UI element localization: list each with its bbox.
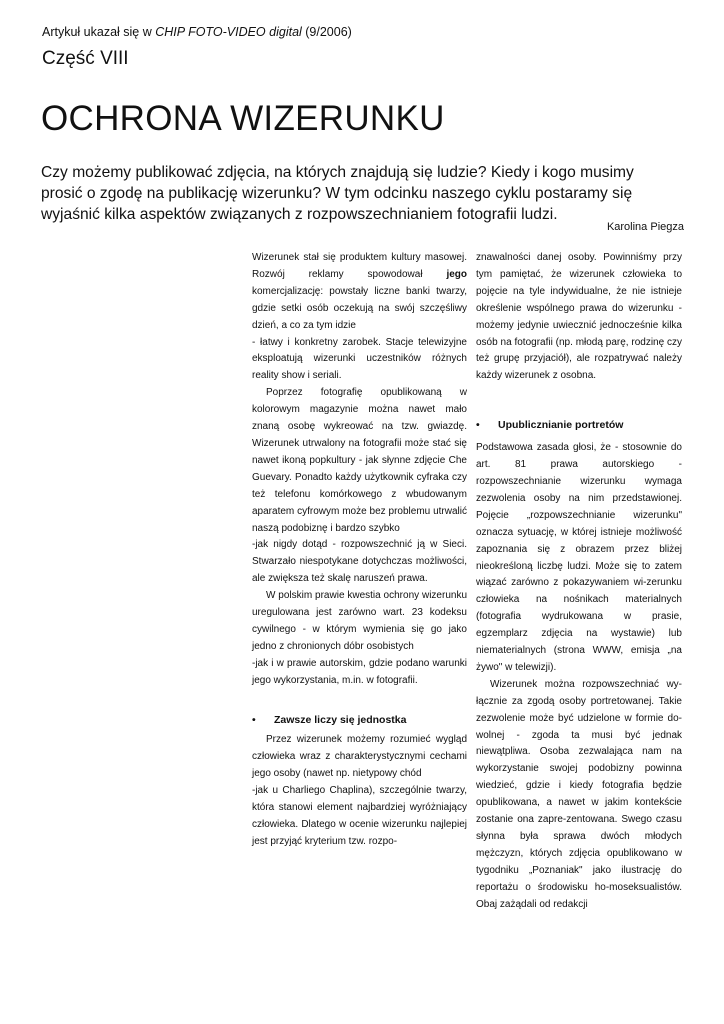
paragraph: -jak nigdy dotąd - rozpowszechnić ją w Sieci. Stwarzało niespotykane dotychczas możliwości, ale zwiększa też skalę naruszeń prawa. <box>252 539 467 585</box>
bullet-icon: • <box>476 419 480 432</box>
source-line <box>42 25 352 39</box>
paragraph: znawalności danej osoby. Powinniśmy przy tym pamiętać, że wizerunek człowieka to pojęcie na tyle indywidualne, że nie istnieje określenie wspólnego prawa do wizerunku - możemy jedynie uwiecznić jednocześnie kilka osób na fotografii (np. młodą parę, rodzinę czy też grupę przyjaciół), ale rozpatrywać należy każdy wizerunek z osobna. <box>476 252 682 382</box>
paragraph: Podstawowa zasada głosi, że - stosownie do art. 81 prawa autorskiego - rozpowszechnianie wizerunku wymaga zezwolenia osoby na nim przedstawionej. Pojęcie „rozpowszechnianie wizerunku" oznacza sytuację, w której istnieje możliwość zapoznania się z obrazem przez bliżej nieokreśloną liczbę ludzi. Może się to zatem wiązać zarówno z pokazywaniem wi-zerunku człowieka na nośnikach materialnych (fotografia wydrukowana w prasie, egzemplarz zdjęcia na wystawie) lub niematerialnych (strona WWW, emisja „na żywo" w telewizji). <box>476 442 682 673</box>
paragraph: - łatwy i konkretny zarobek. Stacje telewizyjne eksploatują wizerunki uczestników różnych reality show i seriali. <box>252 336 467 382</box>
paragraph-bold-text: jego <box>446 268 467 280</box>
paragraph: Wizerunek można rozpowszechniać wy-łącznie za zgodą osoby portretowanej. Takie zezwolenie może być udzielone w formie do-wolnej - zgoda ta musi być jednak niewątpliwa. Osoba zezwalająca nam na wykorzystanie swojej podobizny powinna wiedzieć, gdzie i kiedy fotografia będzie opublikowana, a nawet w jakim kontekście zostanie ona zapre-zentowana. Swego czasu słynna była sprawa dwóch młodych mężczyzn, których zdjęcia opublikowano w tygodniku „Poznaniak" jako ilustrację do reportażu o środowisku ho-moseksualistów. Obaj zażądali od redakcji <box>476 678 682 910</box>
lead-paragraph: Czy możemy publikować zdjęcia, na których znajdują się ludzie? Kiedy i kogo musimy prosić o zgodę na publikację wizerunku? W tym odcinku naszego cyklu postaramy się wyjaśnić kilka aspektów związanych z rozpowszechnianiem fotografii ludzi. <box>41 164 634 223</box>
section-heading-text: Zawsze liczy się jednostka <box>274 713 407 726</box>
section-heading <box>252 712 467 729</box>
section-heading-text: Upublicznianie portretów <box>498 419 624 432</box>
issue-number: (9/2006) <box>301 25 352 39</box>
author-name: Karolina Piegza <box>606 221 684 233</box>
paragraph: -jak i w prawie autorskim, gdzie podano warunki jego wykorzystania, m.in. w fotografii. <box>252 657 467 686</box>
bullet-icon: • <box>252 713 256 726</box>
article-title: OCHRONA WIZERUNKU <box>41 99 445 138</box>
paragraph-text: komercjalizację: powstały liczne banki twarzy, gdzie setki osób oczekują na swój szczęśliwy dzień, a co za tym idzie <box>252 285 467 331</box>
source-prefix: Artykuł ukazał się w <box>42 25 156 39</box>
paragraph: Przez wizerunek możemy rozumieć wygląd człowieka wraz z charakterystycznymi cechami jego osoby (nawet np. nietypowy chód <box>252 734 467 780</box>
paragraph: W polskim prawie kwestia ochrony wizerunku uregulowana jest zarówno wart. 23 kodeksu cywilnego - w którym wymienia się go jako jedno z chronionych dóbr osobistych <box>252 590 467 652</box>
paragraph <box>252 250 467 335</box>
part-label: Część VIII <box>42 48 129 69</box>
column-1 <box>252 250 467 851</box>
column-2 <box>476 250 682 914</box>
section-heading <box>476 417 682 434</box>
magazine-name: CHIP FOTO-VIDEO digital <box>155 25 302 39</box>
paragraph: Poprzez fotografię opublikowaną w kolorowym magazynie można nawet mało znaną osobę wykreować na tzw. gwiazdę. Wizerunek utrwalony na fotografii może stać się nawet ikoną popkultury - jak słynne zdjęcie Che Guevary. Ponadto każdy użytkownik cyfraka czy też telefonu komórkowego z wbudowanym aparatem cyfrowym może bez problemu utrwalić naszą podobiznę i bardzo szybko <box>252 387 467 534</box>
paragraph: -jak u Charliego Chaplina), szczególnie twarzy, która stanowi element najbardziej wyróżniający człowieka. Dlatego w ocenie wizerunku najlepiej jest przyjąć kryterium tzw. rozpo- <box>252 785 467 847</box>
paragraph-text: Wizerunek stał się produktem kultury masowej. Rozwój reklamy spowodował <box>252 252 467 280</box>
